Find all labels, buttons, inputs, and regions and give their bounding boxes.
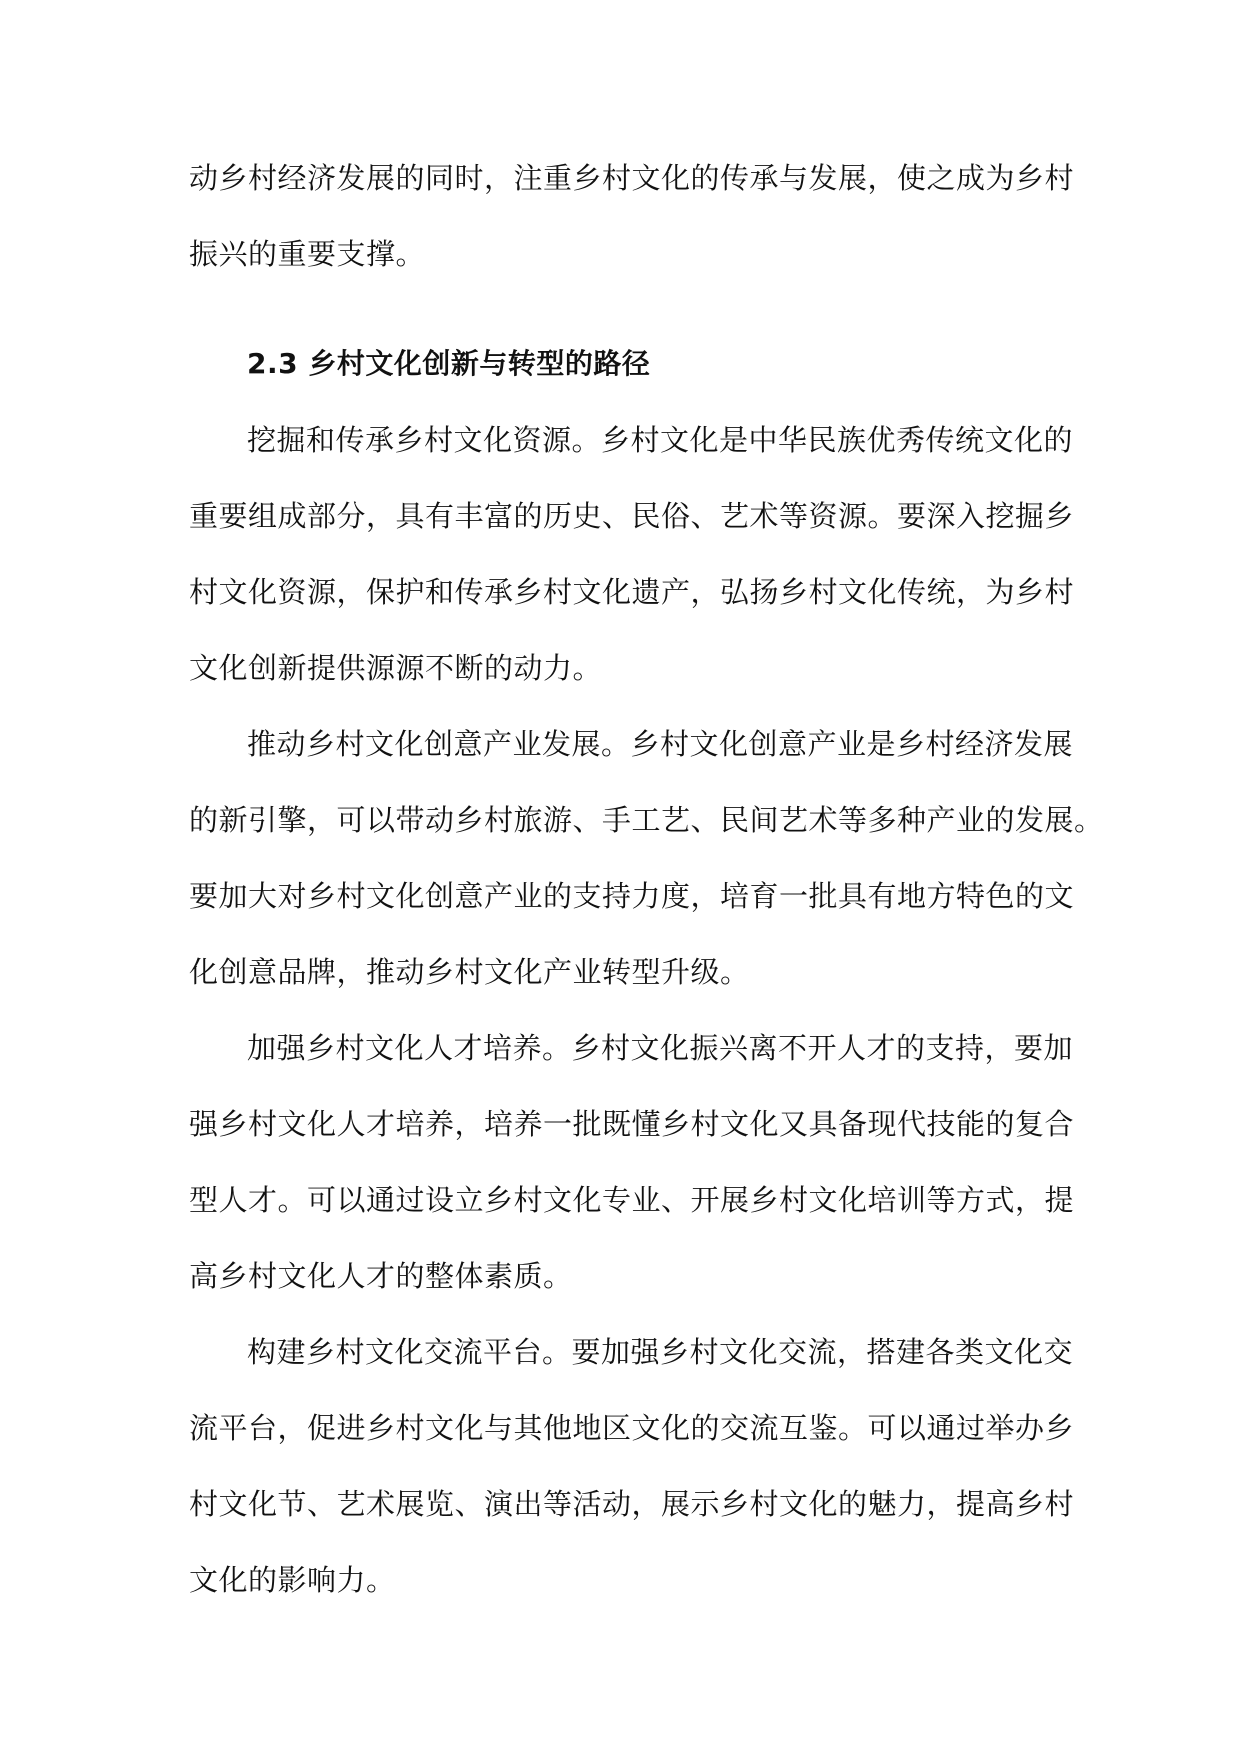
paragraph-line: 化创意品牌，推动乡村文化产业转型升级。 — [189, 955, 750, 989]
paragraph-line: 村文化资源，保护和传承乡村文化遗产，弘扬乡村文化传统，为乡村 — [189, 575, 1075, 609]
paragraph-4 — [189, 1314, 1075, 1618]
paragraph-line: 村文化节、艺术展览、演出等活动，展示乡村文化的魅力，提高乡村 — [189, 1487, 1075, 1521]
paragraph-line: 文化创新提供源源不断的动力。 — [189, 651, 603, 685]
paragraph-line: 型人才。可以通过设立乡村文化专业、开展乡村文化培训等方式，提 — [189, 1183, 1075, 1217]
section-heading: 2.3 乡村文化创新与转型的路径 — [247, 347, 651, 380]
paragraph-line: 的新引擎，可以带动乡村旅游、手工艺、民间艺术等多种产业的发展。 — [189, 803, 1104, 837]
paragraph-line: 重要组成部分，具有丰富的历史、民俗、艺术等资源。要深入挖掘乡 — [189, 499, 1075, 533]
carryover-line: 振兴的重要支撑。 — [189, 237, 426, 271]
paragraph-line: 构建乡村文化交流平台。要加强乡村文化交流，搭建各类文化交 — [247, 1335, 1074, 1369]
paragraph-1 — [189, 402, 1075, 706]
paragraph-2 — [189, 706, 1104, 1010]
paragraph-line: 挖掘和传承乡村文化资源。乡村文化是中华民族优秀传统文化的 — [247, 423, 1074, 457]
paragraph-line: 流平台，促进乡村文化与其他地区文化的交流互鉴。可以通过举办乡 — [189, 1411, 1075, 1445]
paragraph-line: 强乡村文化人才培养，培养一批既懂乡村文化又具备现代技能的复合 — [189, 1107, 1075, 1141]
paragraph-line: 加强乡村文化人才培养。乡村文化振兴离不开人才的支持，要加 — [247, 1031, 1074, 1065]
paragraph-line: 高乡村文化人才的整体素质。 — [189, 1259, 573, 1293]
document-body — [189, 140, 1104, 1618]
paragraph-line: 文化的影响力。 — [189, 1563, 396, 1597]
paragraph-line: 推动乡村文化创意产业发展。乡村文化创意产业是乡村经济发展 — [247, 727, 1074, 761]
carryover-line: 动乡村经济发展的同时，注重乡村文化的传承与发展，使之成为乡村 — [189, 161, 1075, 195]
paragraph-3 — [189, 1010, 1075, 1314]
paragraph-line: 要加大对乡村文化创意产业的支持力度，培育一批具有地方特色的文 — [189, 879, 1075, 913]
